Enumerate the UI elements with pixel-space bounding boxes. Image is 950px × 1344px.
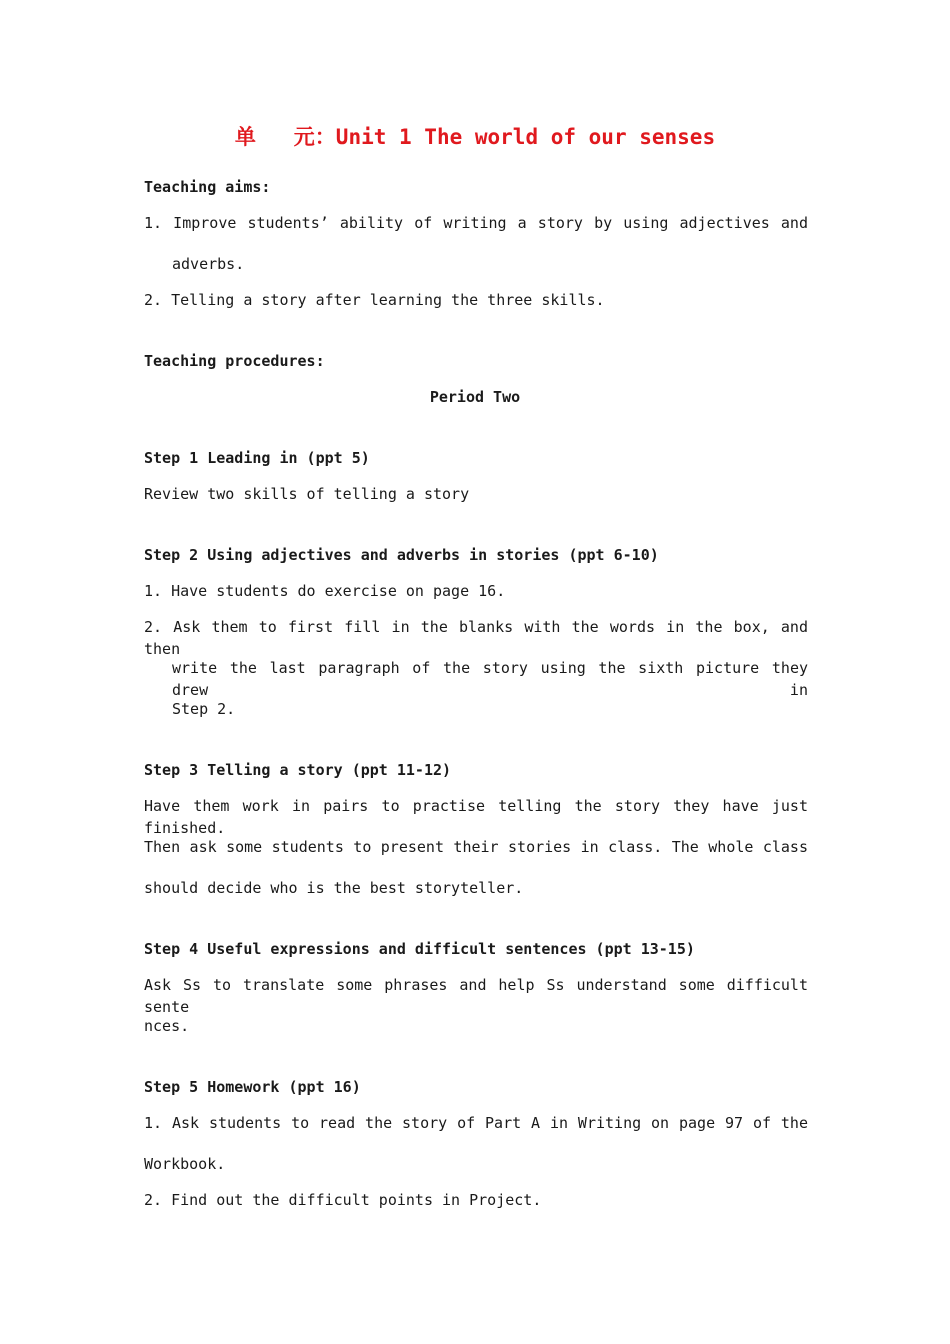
step-5-line-1: 1. Ask students to read the story of Part A in Writing on page 97 of the	[144, 1114, 808, 1132]
aim-item-1-line-1: 1. Improve students’ ability of writing a story by using adjectives and	[144, 214, 808, 232]
step-2-item-2-line-1: 2. Ask them to first fill in the blanks with the words in the box, and then	[144, 618, 808, 658]
step-4-line-1: Ask Ss to translate some phrases and help Ss understand some difficult sente	[144, 976, 808, 1016]
step-2-item-2-line-3: Step 2.	[172, 700, 236, 718]
step-2-item-2-line-2: write the last paragraph of the story using the sixth picture they drew in	[172, 659, 808, 699]
step-2-heading: Step 2 Using adjectives and adverbs in stories (ppt 6-10)	[144, 546, 659, 564]
step-5-line-3: 2. Find out the difficult points in Project.	[144, 1191, 542, 1209]
step-4-line-2: nces.	[144, 1017, 190, 1035]
step-4-heading: Step 4 Useful expressions and difficult sentences (ppt 13-15)	[144, 940, 695, 958]
step-3-line-2: Then ask some students to present their stories in class. The whole class	[144, 838, 808, 856]
step-3-line-3: should decide who is the best storyteller.	[144, 879, 524, 897]
step-5-line-2: Workbook.	[144, 1155, 226, 1173]
step-1-heading: Step 1 Leading in (ppt 5)	[144, 449, 370, 467]
teaching-aims-heading: Teaching aims:	[144, 178, 271, 196]
teaching-procedures-heading: Teaching procedures:	[144, 352, 325, 370]
step-3-line-1: Have them work in pairs to practise telling the story they have just finished.	[144, 797, 808, 837]
step-1-text: Review two skills of telling a story	[144, 485, 470, 503]
step-2-item-1: 1. Have students do exercise on page 16.	[144, 582, 506, 600]
document-title: 单 元：Unit 1 The world of our senses	[234, 125, 716, 149]
period-label: Period Two	[429, 388, 521, 406]
step-3-heading: Step 3 Telling a story (ppt 11-12)	[144, 761, 452, 779]
step-5-heading: Step 5 Homework (ppt 16)	[144, 1078, 361, 1096]
aim-item-1-line-2: adverbs.	[172, 255, 245, 273]
aim-item-2: 2. Telling a story after learning the three skills.	[144, 291, 605, 309]
